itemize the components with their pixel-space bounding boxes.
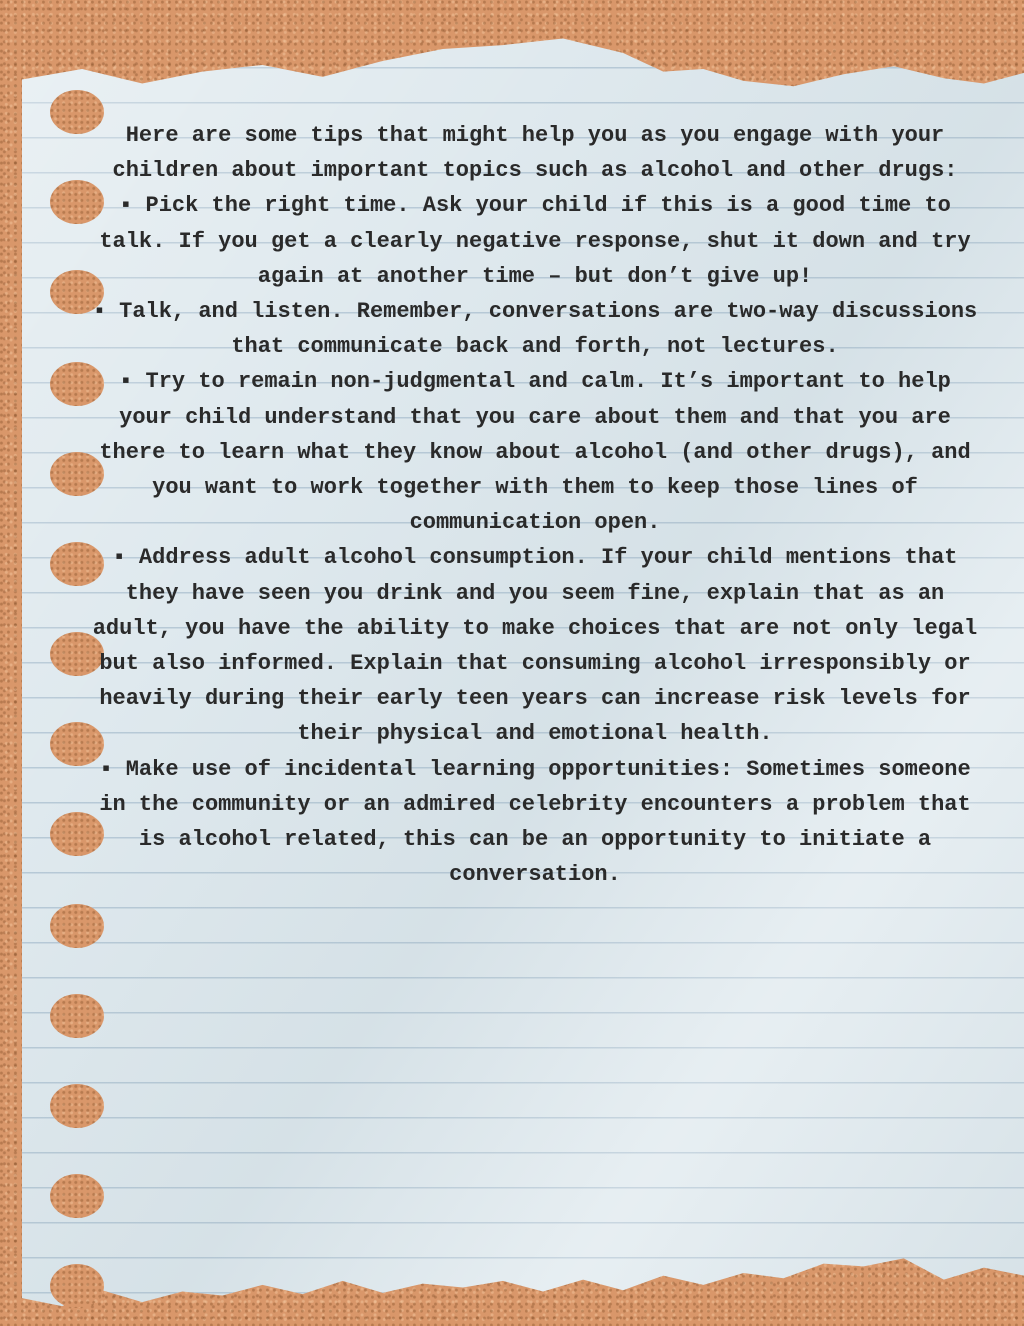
binder-hole <box>50 1174 104 1218</box>
tip-incidental-learning: ▪ Make use of incidental learning opportunities: Sometimes someone in the community or an admired celebrity encounters a problem that is alcohol related, this can be an opportunity to initiate a conversation. <box>99 756 971 888</box>
tip-talk-listen: ▪ Talk, and listen. Remember, conversations are two-way discussions that communicate back and forth, not lectures. <box>92 299 978 360</box>
tip-non-judgmental: ▪ Try to remain non-judgmental and calm. It’s important to help your child understand that you care about them and that you are there to learn what they know about alcohol (and other drugs), and you want to work together with them to keep those lines of communication open. <box>99 369 971 536</box>
tips-text-block <box>90 118 980 892</box>
binder-hole <box>50 904 104 948</box>
binder-hole <box>50 1084 104 1128</box>
tip-right-time: ▪ Pick the right time. Ask your child if this is a good time to talk. If you get a clearly negative response, shut it down and try again at another time – but don’t give up! <box>99 193 971 289</box>
binder-hole <box>50 1264 104 1308</box>
tip-adult-consumption: ▪ Address adult alcohol consumption. If your child mentions that they have seen you drink and you seem fine, explain that as an adult, you have the ability to make choices that are not only legal but also informed. Explain that consuming alcohol irresponsibly or heavily during their early teen years can increase risk levels for their physical and emotional health. <box>92 545 978 747</box>
intro-paragraph: Here are some tips that might help you as you engage with your children about important topics such as alcohol and other drugs: <box>112 123 958 184</box>
binder-hole <box>50 994 104 1038</box>
